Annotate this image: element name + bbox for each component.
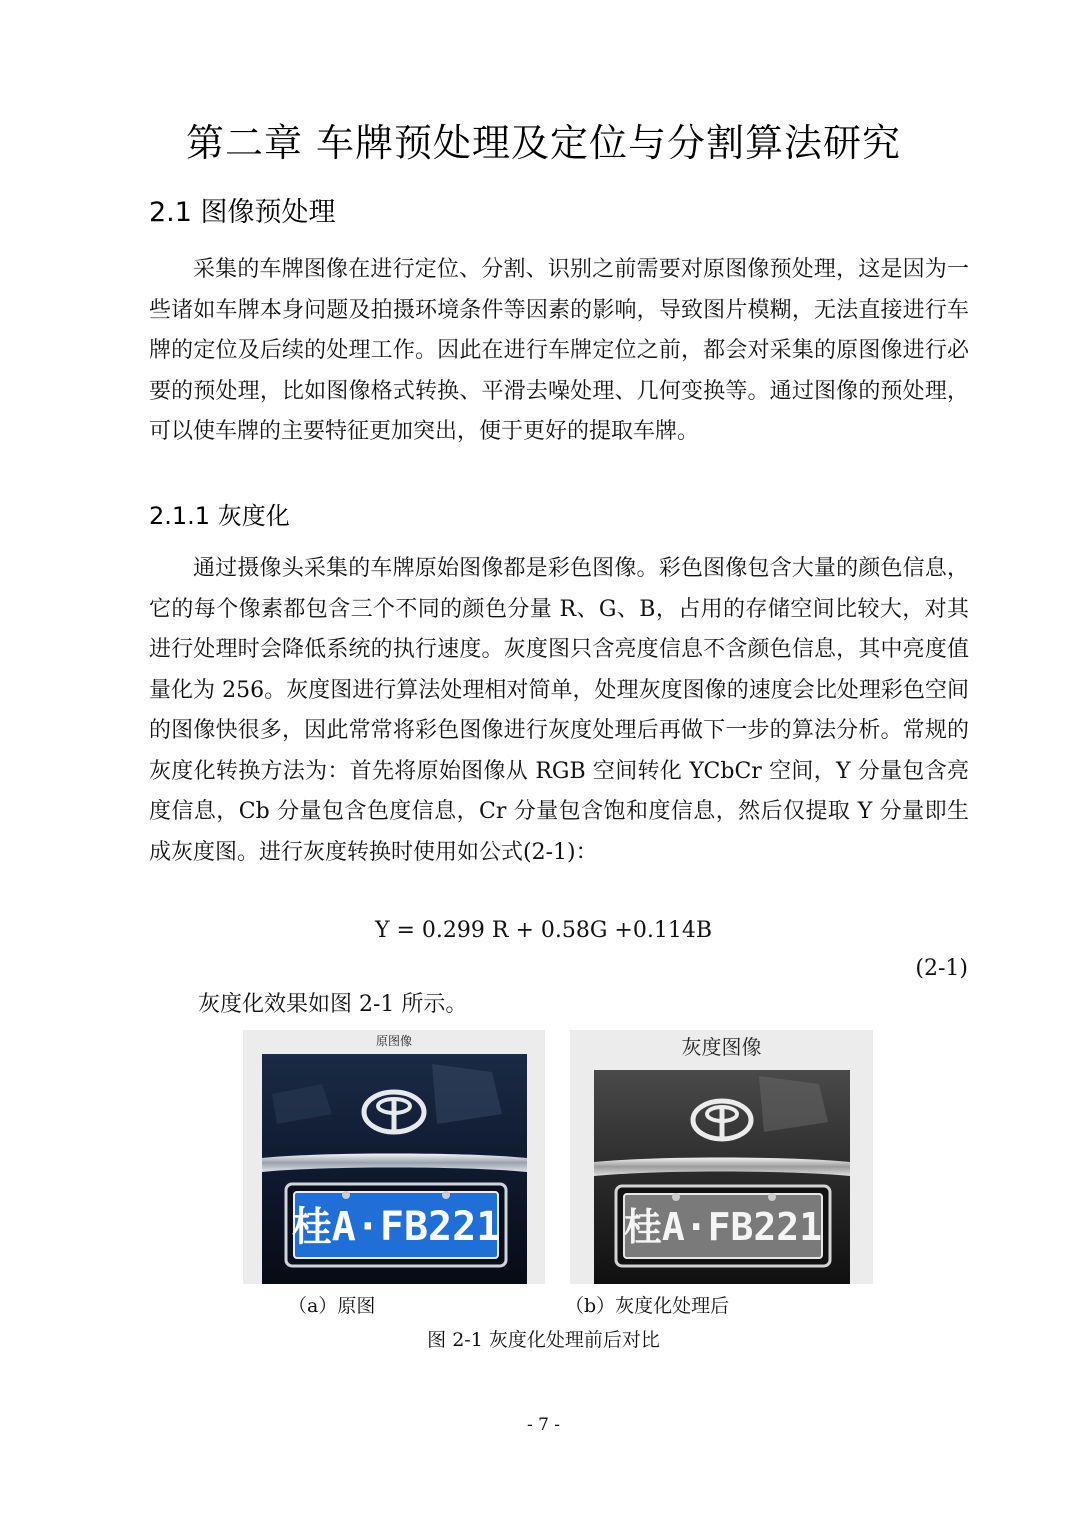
figure-caption: 图 2-1 灰度化处理前后对比 <box>427 1329 660 1351</box>
original-car-illustration <box>262 1054 527 1284</box>
chapter-title: 第二章 车牌预处理及定位与分割算法研究 <box>185 121 902 165</box>
grayscale-plate-text: 桂A·FB221 <box>623 1205 823 1249</box>
grayscale-image-title: 灰度图像 <box>681 1035 762 1059</box>
section-heading: 2.1 图像预处理 <box>149 197 336 228</box>
grayscale-paragraph: 通过摄像头采集的车牌原始图像都是彩色图像。彩色图像包含大量的颜色信息，它的每个像素都包含三个不同的颜色分量 R、G、B，占用的存储空间比较大，对其进行处理时会降低系统的执行速度。灰度图只含亮度信息不含颜色信息，其中亮度值量化为 256。灰度图进行算法处理相对简单，处理灰度图像的速度会比处理彩色空间的图像快很多，因此常常将彩色图像进行灰度处理后再做下一步的算法分析。常规的灰度化转换方法为：首先将原始图像从 RGB 空间转化 YCbCr 空间，Y 分量包含亮度信息，Cb 分量包含色度信息，Cr 分量包含饱和度信息，然后仅提取 Y 分量即生成灰度图。进行灰度转换时使用如公式(2-1)： <box>149 556 969 865</box>
subsection-heading: 2.1.1 灰度化 <box>149 502 290 530</box>
grayscale-car-illustration <box>594 1070 850 1284</box>
grayscale-subcaption: （b）灰度化处理后 <box>565 1295 730 1317</box>
figure-reference-text: 灰度化效果如图 2-1 所示。 <box>198 992 468 1017</box>
equation-number: (2-1) <box>915 956 968 981</box>
intro-paragraph: 采集的车牌图像在进行定位、分割、识别之前需要对原图像预处理，这是因为一些诸如车牌本身问题及拍摄环境条件等因素的影响，导致图片模糊，无法直接进行车牌的定位及后续的处理工作。因此在进行车牌定位之前，都会对采集的原图像进行必要的预处理，比如图像格式转换、平滑去噪处理、几何变换等。通过图像的预处理，可以使车牌的主要特征更加突出，便于更好的提取车牌。 <box>149 257 969 444</box>
page-number: - 7 - <box>526 1415 561 1435</box>
original-image-title: 原图像 <box>375 1034 412 1048</box>
original-image-panel <box>243 1030 545 1284</box>
original-subcaption: （a）原图 <box>288 1295 376 1317</box>
grayscale-car-image <box>594 1070 850 1284</box>
original-car-image <box>262 1054 527 1284</box>
grayscale-formula: Y = 0.299 R + 0.58G +0.114B <box>374 918 713 943</box>
grayscale-image-panel <box>570 1030 873 1284</box>
original-plate-text: 桂A·FB221 <box>291 1204 501 1250</box>
